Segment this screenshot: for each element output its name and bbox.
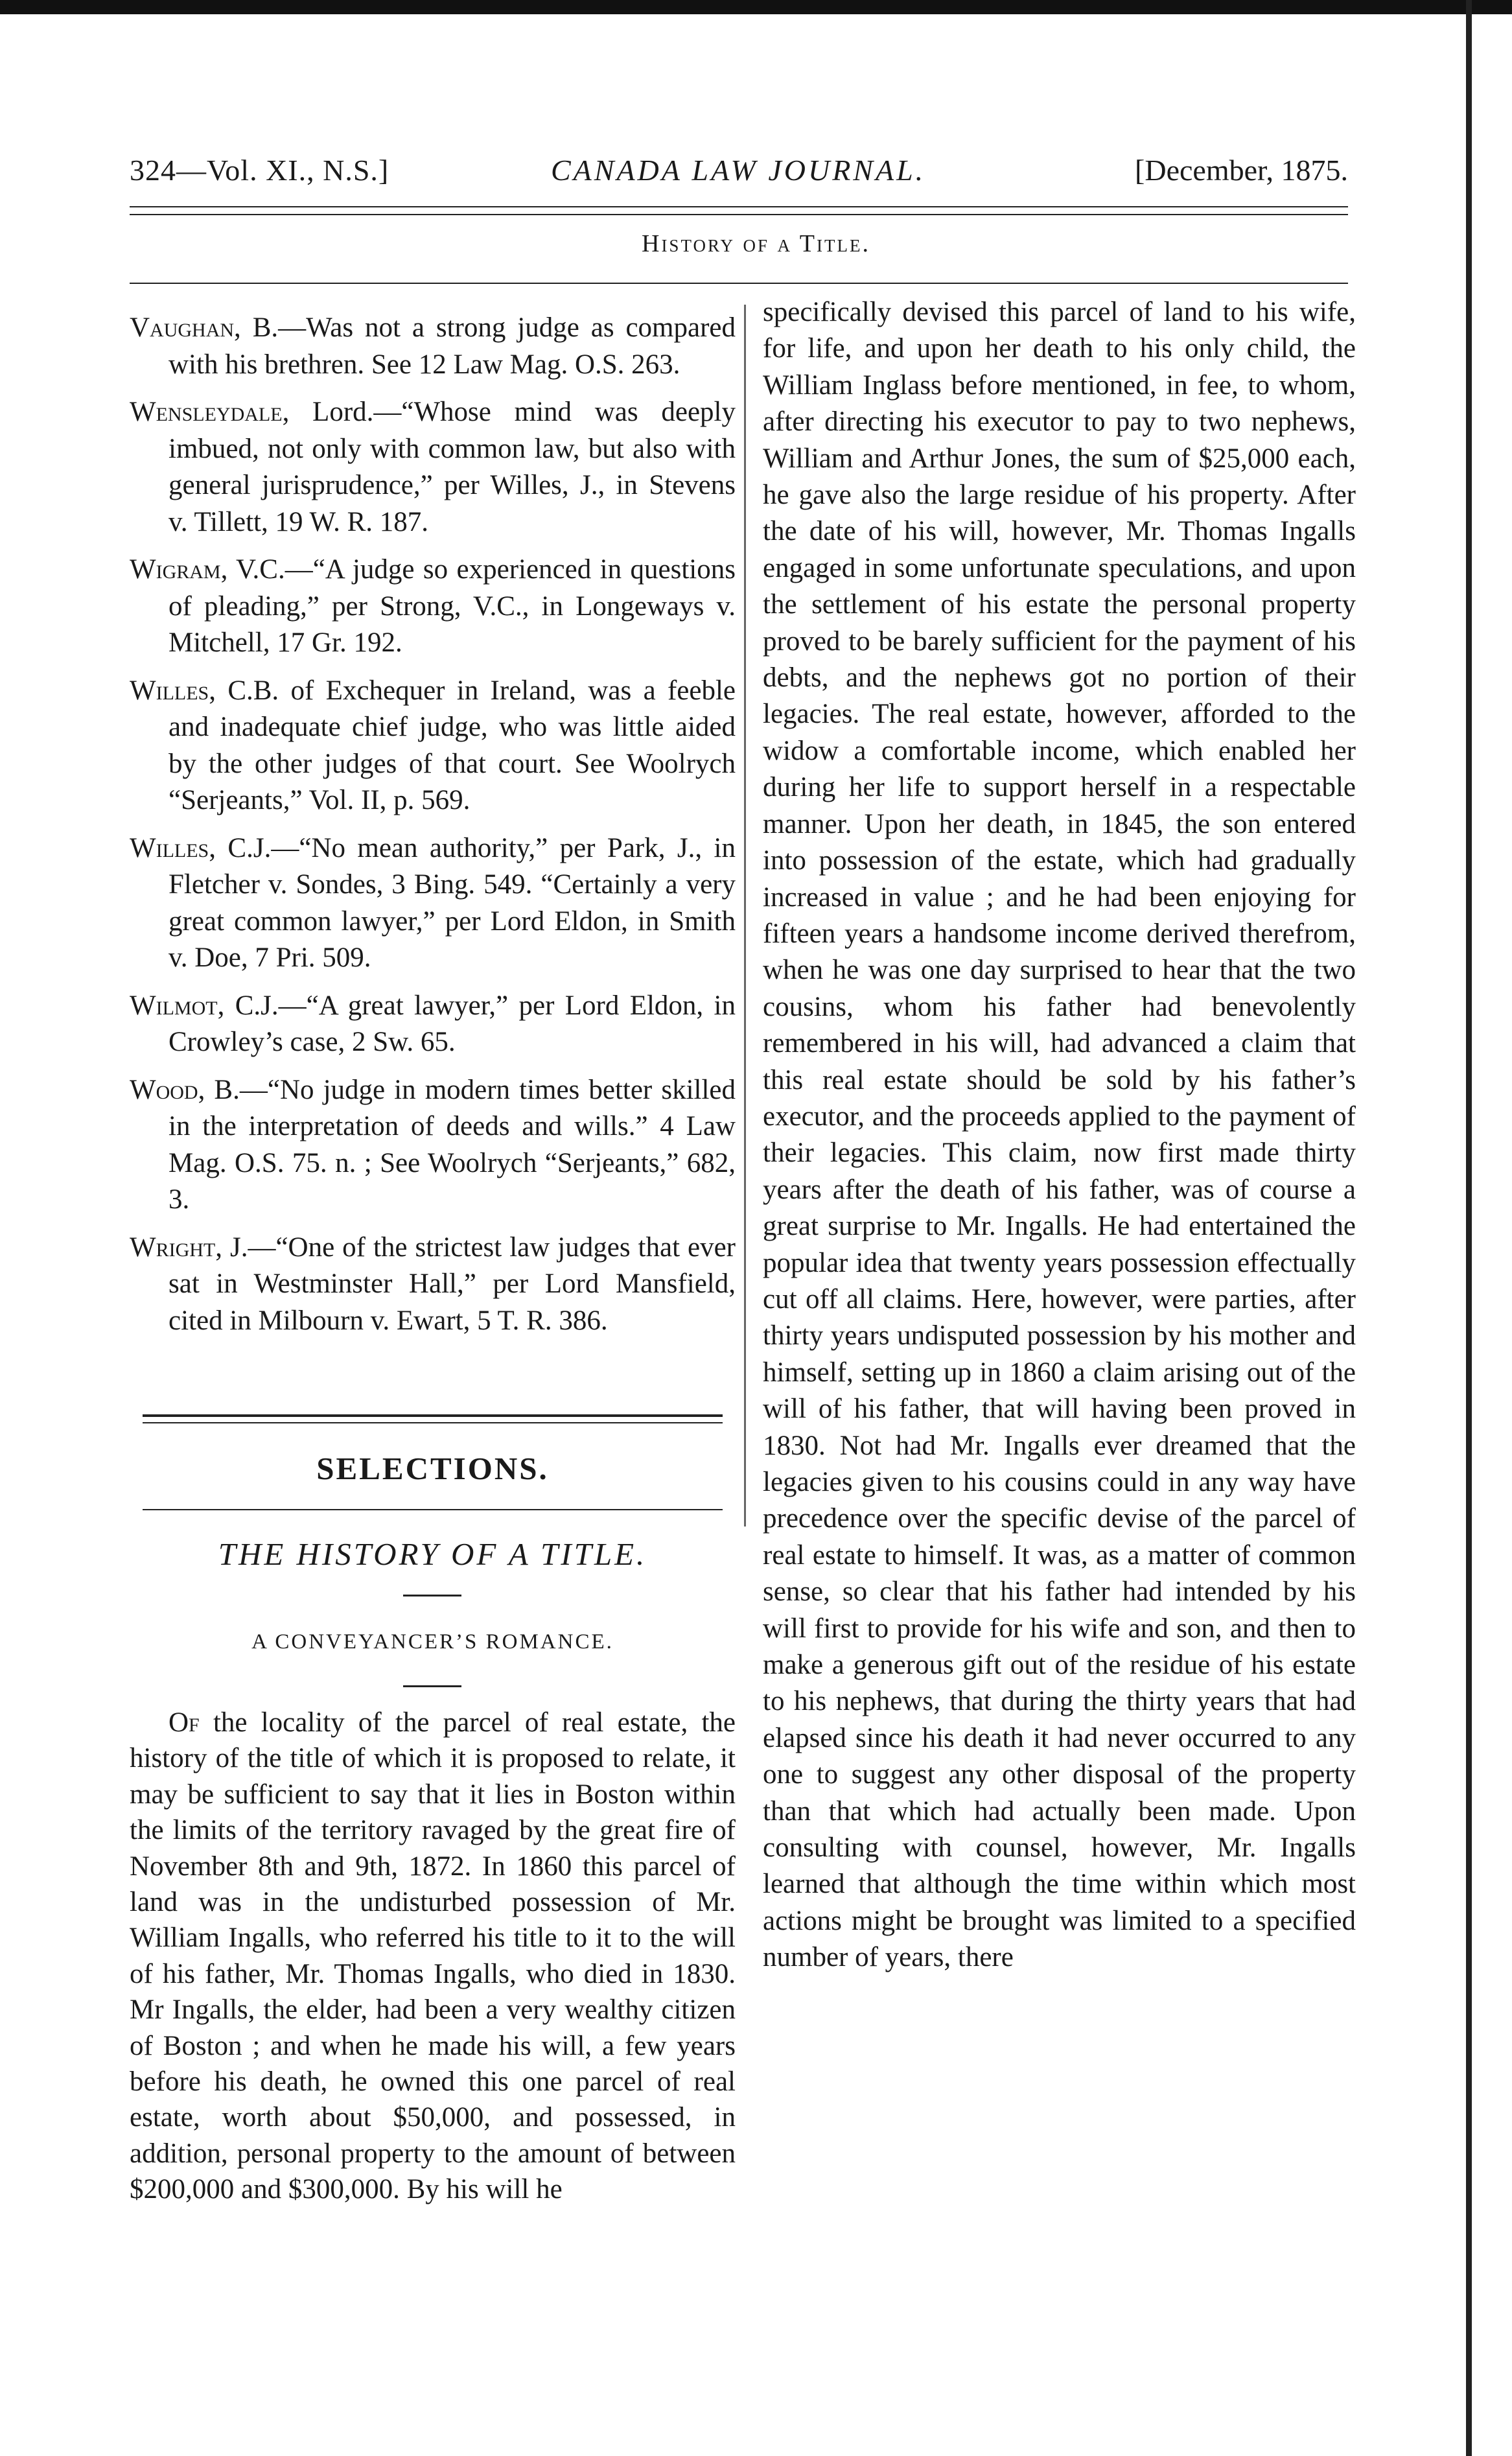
story-paragraph: the locality of the parcel of real estate, the history of the title of which it is proposed to relate, it may be sufficient to say that it lies in Boston within the limits of the territory ravaged by the great fire of November 8th and 9th, 1872. In 1860 this parcel of land was in the undisturbed possession of Mr. William Ingalls, who referred his title to it to the will of his father, Mr. Thomas Ingalls, who died in 1830. Mr Ingalls, the elder, had been a very wealthy citizen of Boston ; and when he made his will, a few years before his death, he owned this one parcel of real estate, worth about $50,000, and possessed, in addition, personal property to the amount of between $200,000 and $300,000. By his will he [130, 1707, 736, 2205]
header-rule [130, 206, 1348, 207]
story-body-left [130, 1705, 736, 2208]
judge-entry [130, 830, 736, 977]
judges-list [130, 310, 736, 1350]
judge-entry [130, 988, 736, 1061]
judge-note: , B.—Was not a strong judge as compared with his brethren. See 12 Law Mag. O.S. 263. [169, 312, 736, 380]
judge-note: , J.—“One of the strictest law judges that ever sat in Westminster Hall,” per Lord Mansfield, cited in Milbourn v. Ewart, 5 T. R. 386. [169, 1232, 736, 1336]
page-number-volume: 324—Vol. XI., N.S.] [130, 154, 390, 187]
judge-entry [130, 1072, 736, 1219]
judge-name: Wilmot [130, 990, 218, 1021]
judge-entry [130, 1230, 736, 1340]
judge-entry [130, 673, 736, 819]
judge-name: Wigram [130, 554, 221, 585]
title-ornament [403, 1595, 461, 1596]
top-border [0, 0, 1512, 14]
subtitle-ornament [403, 1685, 461, 1687]
judge-name: Willes [130, 675, 209, 706]
judge-note: , C.J.—“A great lawyer,” per Lord Eldon, in Crowley’s case, 2 Sw. 65. [169, 990, 736, 1057]
story-subtitle: A CONVEYANCER’S ROMANCE. [251, 1630, 614, 1654]
drop-cap: Of [169, 1707, 200, 1738]
page-header [130, 153, 1348, 198]
story-paragraph-continued: specifically devised this parcel of land to his wife, for life, and upon her death to his only child, the William Inglass before mentioned, in fee, to whom, after directing his executor to pay to two nephews, William and Arthur Jones, the sum of $25,000 each, he gave also the large residue of his property. After the date of his will, however, Mr. Thomas Ingalls engaged in some unfortunate speculations, and upon the settlement of his estate the personal property proved to be barely sufficient for the payment of his debts, and the nephews got no portion of their legacies. The real estate, however, afforded to the widow a comfortable income, which enabled her during her life to support herself in a respectable manner. Upon her death, in 1845, the son entered into possession of the estate, which had gradually increased in value ; and he had been enjoying for fifteen years a handsome income derived therefrom, when he was one day surprised to hear that the two cousins, whom his father had benevolently remembered in his will, had advanced a claim that this real estate should be sold by his father’s executor, and the proceeds applied to the payment of their legacies. This claim, now first made thirty years after the death of his father, was of course a great surprise to Mr. Ingalls. He had entertained the popular idea that twenty years possession effectually cut off all claims. Here, however, were parties, after thirty years undisputed possession by his mother and himself, setting up in 1860 a claim arising out of the will of his father, that will having been proved in 1830. Not had Mr. Ingalls ever dreamed that the legacies given to his cousins could in any way have precedence over the specific devise of the parcel of real estate to himself. It was, as a matter of common sense, so clear that his father had intended by his will first to provide for his wife and son, and then to make a generous gift out of the residue of his estate to his nephews, that during the thirty years that had elapsed since his death it had never occurred to any one to suggest any other disposal of the property than that which had actually been made. Upon consulting with counsel, however, Mr. Ingalls learned that although the time within which most actions might be brought was limited to a specified number of years, there [763, 297, 1356, 1973]
issue-date: [December, 1875. [1135, 154, 1348, 187]
judge-name: Wood [130, 1074, 198, 1105]
title-rule [130, 283, 1348, 284]
judge-note: , B.—“No judge in modern times better skilled in the interpretation of deeds and wills.” 4 Law Mag. O.S. 75. n. ; See Woolrych “Serjeants,” 682, 3. [169, 1074, 736, 1215]
judge-name: Wright [130, 1232, 216, 1263]
selections-rule-top-thin [143, 1422, 723, 1423]
judge-note: , C.B. of Exchequer in Ireland, was a feeble and inadequate chief judge, who was little aided by the other judges of that court. See Woolrych “Serjeants,” Vol. II, p. 569. [169, 675, 736, 815]
selections-heading: SELECTIONS. [316, 1451, 549, 1486]
judge-name: Willes [130, 832, 209, 863]
judge-note: , V.C.—“A judge so experienced in questions of pleading,” per Strong, V.C., in Longeways v. Mitchell, 17 Gr. 192. [169, 554, 736, 658]
story-body-right [763, 294, 1356, 1976]
selections-rule-bottom [143, 1509, 723, 1510]
judge-note: , C.J.—“No mean authority,” per Park, J., in Fletcher v. Sondes, 3 Bing. 549. “Certainly a very great common lawyer,” per Lord Eldon, in Smith v. Doe, 7 Pri. 509. [169, 832, 736, 973]
running-title: History of a Title. [642, 230, 870, 257]
header-rule-double [130, 214, 1348, 215]
story-title: THE HISTORY OF A TITLE. [218, 1536, 647, 1572]
judge-note: , Lord.—“Whose mind was deeply imbued, not only with common law, but also with general jurisprudence,” per Willes, J., in Stevens v. Tillett, 19 W. R. 187. [169, 397, 736, 537]
judge-entry [130, 552, 736, 662]
judge-entry [130, 310, 736, 383]
judge-name: Vaughan [130, 312, 235, 343]
page-edge [1466, 0, 1472, 2456]
judge-name: Wensleydale [130, 397, 283, 427]
judge-entry [130, 394, 736, 541]
column-divider [744, 305, 746, 1526]
selections-rule-top [143, 1414, 723, 1417]
journal-title: CANADA LAW JOURNAL. [551, 154, 926, 187]
